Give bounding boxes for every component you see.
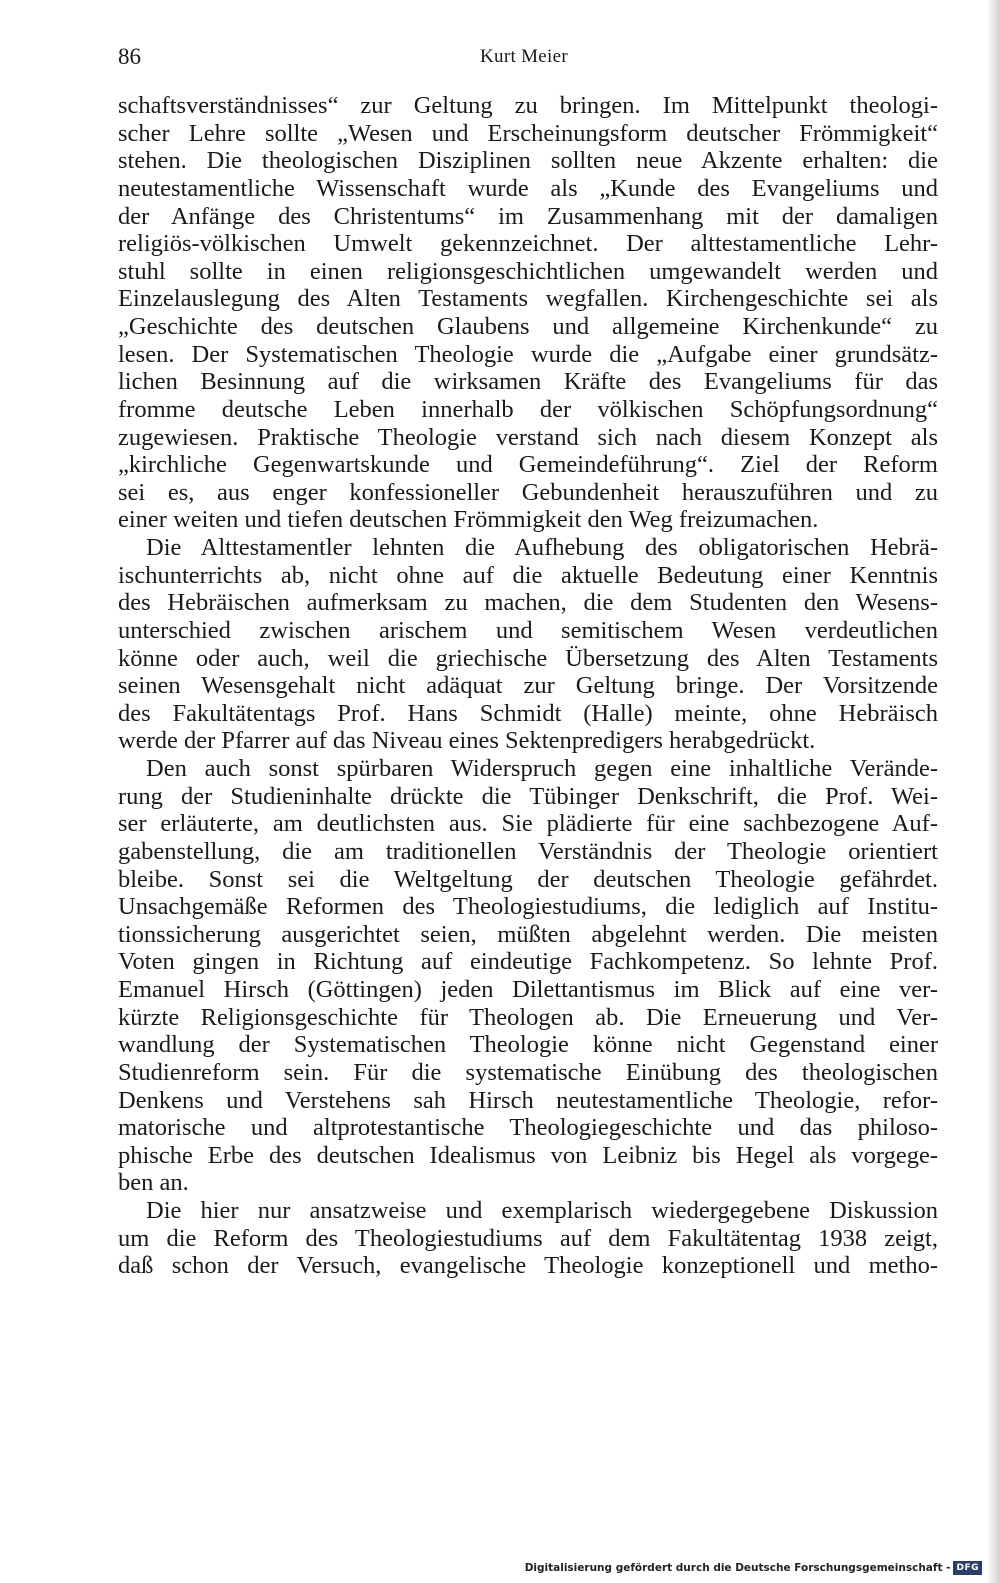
text-line: Unsachgemäße Reformen des Theologiestudiums, die lediglich auf Institu- [118, 893, 938, 921]
text-line: scher Lehre sollte „Wesen und Erscheinungsform deutscher Frömmigkeit“ [118, 119, 938, 147]
text-line: schaftsverständnisses“ zur Geltung zu bringen. Im Mittelpunkt theologi- [118, 92, 938, 119]
body-text [118, 92, 938, 1280]
paragraph-first-line: Die hier nur ansatzweise und exemplarisch wiedergegebene Diskussion [146, 1197, 938, 1224]
text-line: neutestamentliche Wissenschaft wurde als „Kunde des Evangeliums und [118, 174, 938, 202]
text-line: matorische und altprotestantische Theologiegeschichte und das philoso- [118, 1114, 938, 1142]
text-line: kürzte Religionsgeschichte für Theologen ab. Die Erneuerung und Ver- [118, 1003, 938, 1031]
text-line: werde der Pfarrer auf das Niveau eines Sektenpredigers herabgedrückt. [118, 727, 816, 755]
text-line: phische Erbe des deutschen Idealismus von Leibniz bis Hegel als vorgege- [118, 1141, 938, 1169]
text-line: Studienreform sein. Für die systematische Einübung des theologischen [118, 1058, 938, 1086]
text-line: zugewiesen. Praktische Theologie verstand sich nach diesem Konzept als [118, 423, 938, 451]
text-line: ischunterrichts ab, nicht ohne auf die aktuelle Bedeutung einer Kenntnis [118, 561, 938, 589]
text-line: könne oder auch, weil die griechische Übersetzung des Alten Testaments [118, 644, 938, 672]
text-line: lichen Besinnung auf die wirksamen Kräfte des Evangeliums für das [118, 368, 938, 396]
text-line: seinen Wesensgehalt nicht adäquat zur Geltung bringe. Der Vorsitzende [118, 672, 938, 700]
text-line: Voten gingen in Richtung auf eindeutige Fachkompetenz. So lehnte Prof. [118, 948, 938, 976]
digitization-note: Digitalisierung gefördert durch die Deutsche Forschungsgemeinschaft - [524, 1562, 951, 1574]
text-line: Emanuel Hirsch (Göttingen) jeden Dilettantismus im Blick auf eine ver- [118, 976, 938, 1003]
text-line: Denkens und Verstehens sah Hirsch neutestamentliche Theologie, refor- [118, 1086, 938, 1114]
text-line: gabenstellung, die am traditionellen Verständnis der Theologie orientiert [118, 837, 938, 865]
text-line: des Hebräischen aufmerksam zu machen, die dem Studenten den Wesens- [118, 589, 938, 617]
text-line: des Fakultätentags Prof. Hans Schmidt (Halle) meinte, ohne Hebräisch [118, 699, 938, 727]
page-number: 86 [118, 44, 141, 69]
text-line: stuhl sollte in einen religionsgeschichtlichen umgewandelt werden und [118, 257, 938, 285]
running-head-author: Kurt Meier [480, 46, 568, 67]
paragraph-first-line: Den auch sonst spürbaren Widerspruch gegen eine inhaltliche Verände- [146, 755, 938, 782]
text-line: sei es, aus enger konfessioneller Gebundenheit herauszuführen und zu [118, 478, 938, 506]
paragraph-first-line: Die Alttestamentler lehnten die Aufhebung des obligatorischen Hebrä- [146, 534, 938, 561]
page-header [118, 44, 938, 76]
text-line: „kirchliche Gegenwartskunde und Gemeindeführung“. Ziel der Reform [118, 451, 938, 479]
text-line: „Geschichte des deutschen Glaubens und allgemeine Kirchenkunde“ zu [118, 313, 938, 340]
text-line: ser erläuterte, am deutlichsten aus. Sie plädierte für eine sachbezogene Auf- [118, 810, 938, 838]
dfg-logo: DFG [953, 1561, 982, 1575]
text-line: lesen. Der Systematischen Theologie wurde die „Aufgabe einer grundsätz- [118, 340, 938, 368]
text-line: rung der Studieninhalte drückte die Tübinger Denkschrift, die Prof. Wei- [118, 782, 938, 810]
text-line: bleibe. Sonst sei die Weltgeltung der deutschen Theologie gefährdet. [118, 865, 938, 893]
text-line: fromme deutsche Leben innerhalb der völkischen Schöpfungsordnung“ [118, 395, 938, 423]
text-line: religiös-völkischen Umwelt gekennzeichnet. Der alttestamentliche Lehr- [118, 230, 938, 258]
text-line: unterschied zwischen arischem und semitischem Wesen verdeutlichen [118, 616, 938, 644]
text-line: um die Reform des Theologiestudiums auf dem Fakultätentag 1938 zeigt, [118, 1224, 938, 1252]
digitization-footer [525, 1557, 982, 1579]
text-line: daß schon der Versuch, evangelische Theologie konzeptionell und metho- [118, 1252, 938, 1280]
text-line: Einzelauslegung des Alten Testaments wegfallen. Kirchengeschichte sei als [118, 285, 938, 313]
text-line: ben an. [118, 1169, 189, 1197]
text-line: stehen. Die theologischen Disziplinen sollten neue Akzente erhalten: die [118, 147, 938, 175]
text-line: tionssicherung ausgerichtet seien, müßten abgelehnt werden. Die meisten [118, 920, 938, 948]
text-line: einer weiten und tiefen deutschen Frömmigkeit den Weg freizumachen. [118, 506, 819, 534]
scan-edge-shadow [986, 0, 1000, 1583]
text-line: wandlung der Systematischen Theologie könne nicht Gegenstand einer [118, 1031, 938, 1059]
text-line: der Anfänge des Christentums“ im Zusammenhang mit der damaligen [118, 202, 938, 230]
